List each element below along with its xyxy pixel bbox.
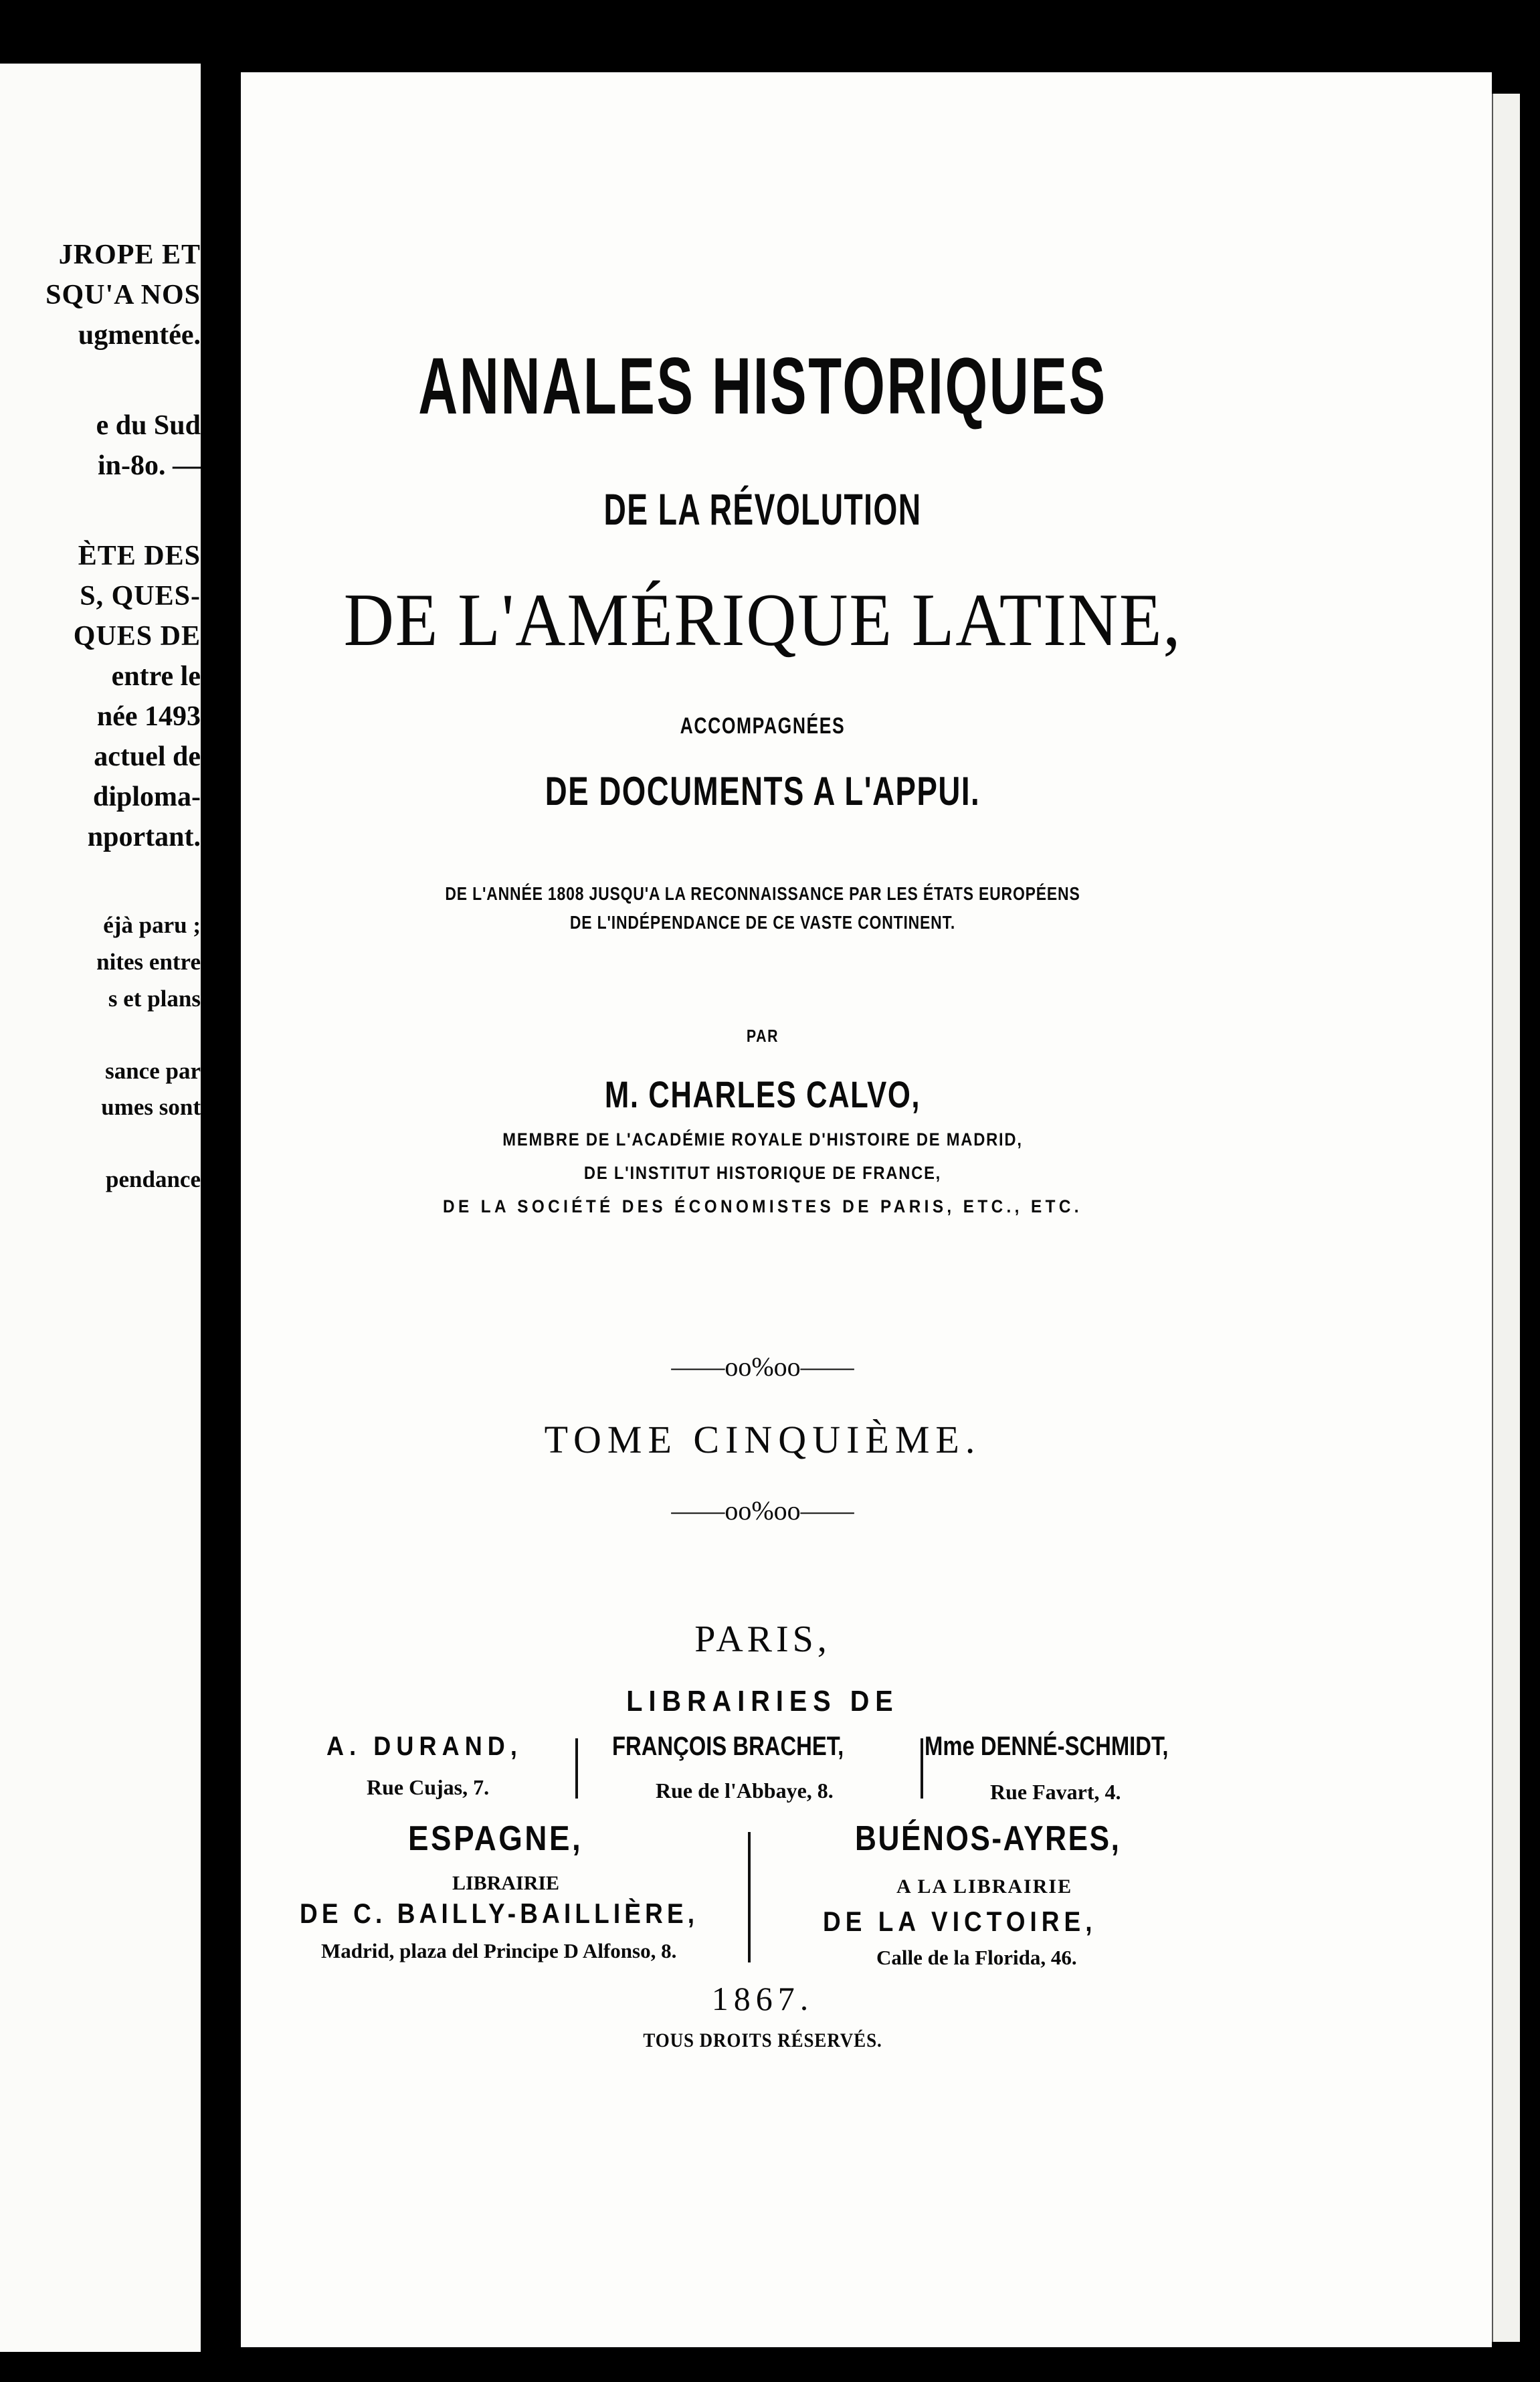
publisher-address: Rue Cujas, 7. (367, 1775, 490, 1799)
volume-label: TOME CINQUIÈME. (544, 1418, 981, 1461)
ornament-divider: ——oo%oo—— (671, 1495, 854, 1526)
publisher-name: FRANÇOIS BRACHET, (612, 1732, 844, 1761)
facing-line: S, QUES- (80, 581, 201, 612)
buenos-aires-label: A LA LIBRAIRIE (896, 1875, 1073, 1898)
spain-publisher-name: DE C. BAILLY-BAILLIÈRE, (300, 1898, 699, 1929)
author-affiliation-1: MEMBRE DE L'ACADÉMIE ROYALE D'HISTOIRE DE MADRID, (502, 1129, 1023, 1150)
spain-city: ESPAGNE, (408, 1819, 583, 1858)
publication-year: 1867. (711, 1980, 814, 2017)
publisher-name: Mme DENNÉ-SCHMIDT, (925, 1732, 1169, 1761)
buenos-aires-publisher-address: Calle de la Florida, 46. (876, 1946, 1077, 1969)
publishers-heading: LIBRAIRIES DE (626, 1685, 899, 1718)
author-affiliation-3: DE LA SOCIÉTÉ DES ÉCONOMISTES DE PARIS, ETC., ETC. (443, 1196, 1082, 1216)
facing-line: entre le (111, 661, 201, 692)
publication-city: PARIS, (694, 1619, 831, 1660)
facing-line: e du Sud (96, 410, 201, 441)
subtitle-latin-america: DE L'AMÉRIQUE LATINE, (343, 579, 1182, 662)
facing-line: s et plans (108, 986, 201, 1012)
facing-line: in-8o. — (97, 450, 201, 481)
page-edge (1492, 94, 1520, 2342)
accompanied-label: ACCOMPAGNÉES (680, 713, 846, 739)
period-line-2: DE L'INDÉPENDANCE DE CE VASTE CONTINENT. (569, 912, 956, 933)
documents-line: DE DOCUMENTS A L'APPUI. (545, 769, 981, 814)
buenos-aires-publisher-name: DE LA VICTOIRE, (823, 1906, 1097, 1937)
facing-line: nites entre (96, 949, 201, 975)
title-page (241, 72, 1492, 2347)
facing-line: QUES DE (73, 621, 201, 652)
facing-line: JROPE ET (58, 240, 201, 270)
facing-line: ugmentée. (78, 320, 201, 351)
facing-line: éjà paru ; (103, 912, 201, 938)
facing-line: umes sont (101, 1094, 201, 1120)
facing-line: nportant. (87, 822, 201, 852)
column-divider (921, 1738, 923, 1799)
column-divider (575, 1738, 578, 1799)
publisher-name: A. DURAND, (326, 1732, 522, 1761)
author-affiliation-2: DE L'INSTITUT HISTORIQUE DE FRANCE, (583, 1163, 942, 1183)
spain-publisher-address: Madrid, plaza del Principe D Alfonso, 8. (321, 1939, 677, 1962)
facing-line: diploma- (92, 782, 201, 812)
rights-notice: TOUS DROITS RÉSERVÉS. (643, 2029, 882, 2051)
facing-line: actuel de (94, 741, 201, 772)
buenos-aires-city: BUÉNOS-AYRES, (855, 1819, 1121, 1858)
facing-line: SQU'A NOS (45, 280, 201, 310)
main-title: ANNALES HISTORIQUES (418, 341, 1107, 431)
by-label: PAR (746, 1026, 779, 1046)
book-gutter (201, 0, 241, 2382)
facing-line: pendance (106, 1166, 201, 1192)
facing-line: née 1493 (96, 701, 201, 732)
facing-page (0, 64, 201, 2352)
publisher-address: Rue Favart, 4. (990, 1780, 1121, 1804)
author-name: M. CHARLES CALVO, (604, 1073, 921, 1115)
column-divider (748, 1832, 751, 1962)
facing-line: sance par (105, 1058, 201, 1084)
spain-label: LIBRAIRIE (452, 1872, 560, 1894)
publisher-address: Rue de l'Abbaye, 8. (656, 1778, 834, 1803)
ornament-divider: ——oo%oo—— (671, 1352, 854, 1382)
period-line-1: DE L'ANNÉE 1808 JUSQU'A LA RECONNAISSANCE PAR LES ÉTATS EUROPÉENS (445, 883, 1080, 904)
subtitle-revolution: DE LA RÉVOLUTION (603, 484, 922, 534)
facing-line: ÈTE DES (78, 541, 201, 571)
